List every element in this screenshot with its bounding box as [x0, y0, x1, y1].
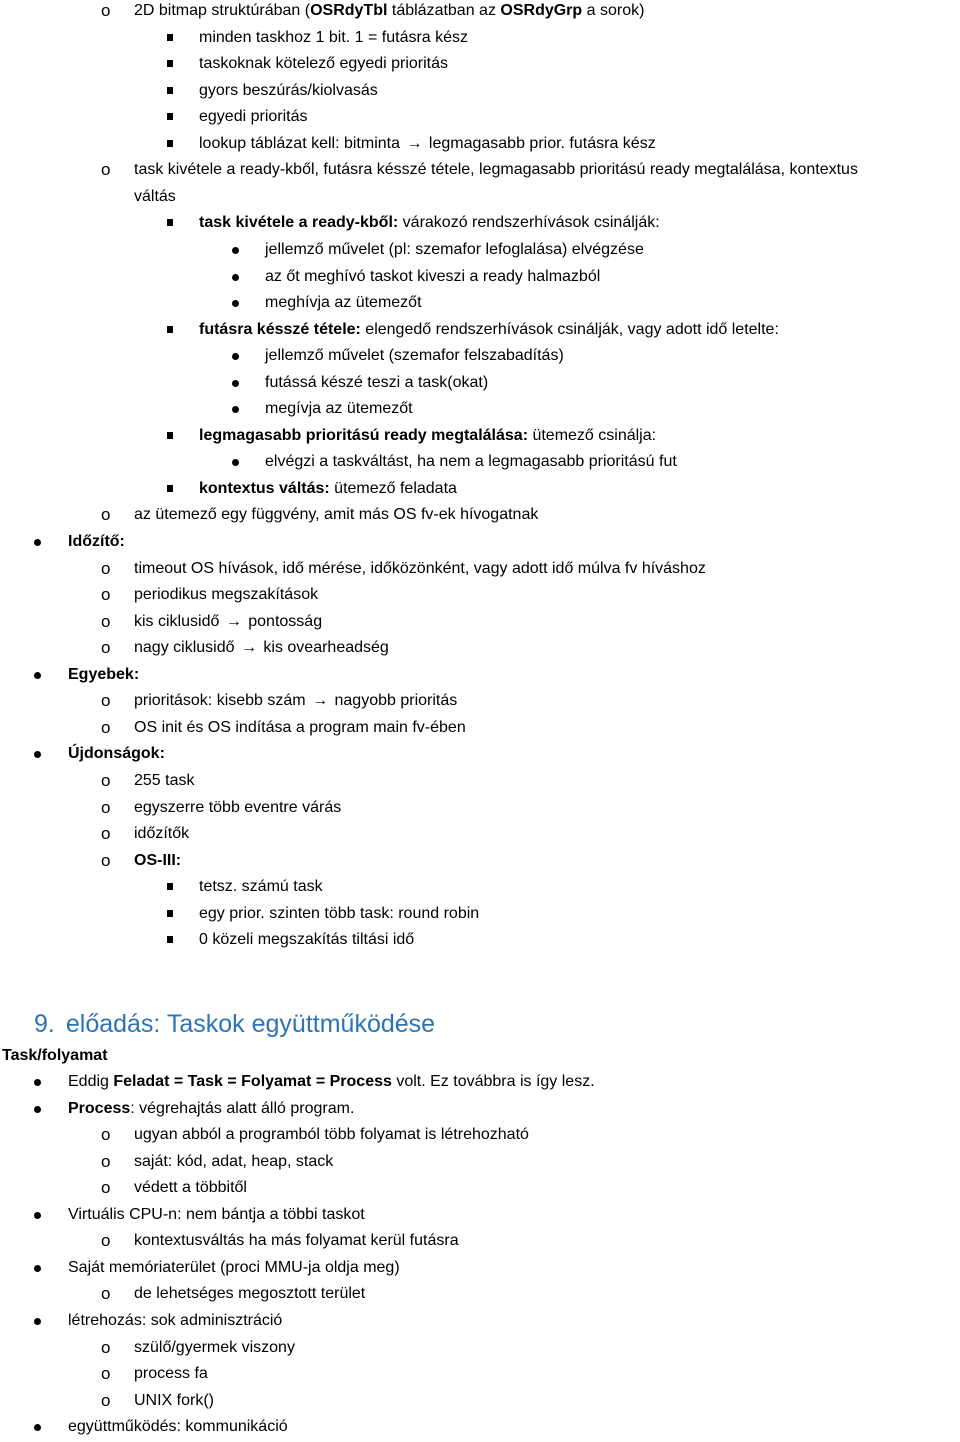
list-item — [0, 1149, 960, 1175]
text-run: meghívja az ütemezőt — [265, 294, 422, 312]
text-run: OSRdyTbl — [310, 2, 388, 19]
list-item — [0, 1122, 960, 1148]
square-bullet-icon — [167, 936, 173, 943]
list-item — [0, 1175, 960, 1201]
circle-outline-bullet-icon: o — [101, 717, 111, 737]
text-run: egyszerre több eventre várás — [134, 798, 342, 816]
bullet-dot-icon — [34, 1265, 41, 1272]
list-item — [0, 529, 960, 555]
list-item-text — [134, 795, 341, 821]
text-run: task kivétele a ready-kből, futásra késszé tétele, legmagasabb prioritású ready megtalálása, kontextus — [134, 161, 858, 179]
circle-outline-bullet-icon: o — [101, 585, 111, 605]
subheading: Task/folyamat — [2, 1047, 108, 1064]
text-run: kis ovearheadség — [258, 639, 389, 657]
list-item-text — [134, 157, 858, 183]
circle-outline-bullet-icon: o — [101, 638, 111, 658]
list-item-text — [134, 0, 644, 24]
list-item-text — [199, 423, 656, 449]
text-run: jellemző művelet (pl: szemafor lefoglalása) elvégzése — [265, 240, 644, 258]
text-run: kis ciklusidő — [134, 612, 224, 630]
list-item-text — [199, 25, 468, 51]
list-item — [0, 874, 960, 900]
text-run: ütemező feladata — [329, 479, 457, 497]
list-item — [0, 1308, 960, 1334]
list-item — [0, 78, 960, 104]
square-bullet-icon — [167, 34, 173, 41]
list-item-text — [68, 1414, 288, 1440]
list-item — [0, 51, 960, 77]
text-run: prioritások: kisebb szám — [134, 692, 311, 710]
text-run: nagy ciklusidő — [134, 639, 239, 657]
list-item — [0, 476, 960, 502]
list-item-text — [134, 635, 389, 661]
text-run: Saját memóriaterület (proci MMU-ja oldja meg) — [68, 1258, 400, 1276]
circle-outline-bullet-icon: o — [101, 505, 111, 525]
text-run: védett a többitől — [134, 1179, 247, 1197]
list-item — [0, 131, 960, 157]
text-run: task kivétele a ready-kből: — [199, 214, 399, 232]
text-run: Újdonságok: — [68, 745, 165, 763]
circle-outline-bullet-icon: o — [101, 1231, 111, 1251]
bullet-dot-icon — [34, 539, 41, 546]
circle-outline-bullet-icon: o — [101, 1390, 111, 1410]
list-item — [0, 264, 960, 290]
bullet-dot-icon — [232, 353, 239, 360]
square-bullet-icon — [167, 485, 173, 492]
text-run: legmagasabb prior. futásra kész — [424, 134, 656, 152]
bullet-dot-icon — [34, 1212, 41, 1219]
bullet-dot-icon — [232, 459, 239, 466]
list-item-text — [199, 131, 656, 157]
list-item — [0, 901, 960, 927]
list-item-text — [68, 529, 125, 555]
circle-outline-bullet-icon: o — [101, 691, 111, 711]
list-item — [0, 1414, 960, 1440]
square-bullet-icon — [167, 140, 173, 147]
list-item — [0, 423, 960, 449]
list-item-text — [134, 1388, 214, 1414]
circle-outline-bullet-icon: o — [101, 824, 111, 844]
list-item — [0, 556, 960, 582]
list-item — [0, 635, 960, 661]
arrow-right-icon: → — [406, 134, 423, 152]
bullet-dot-icon — [232, 406, 239, 413]
section-number: 9. — [34, 1010, 55, 1038]
square-bullet-icon — [167, 113, 173, 120]
list-item-text — [134, 582, 318, 608]
list-item-text — [134, 1281, 365, 1307]
list-item-text — [199, 927, 414, 953]
list-item — [0, 396, 960, 422]
list-item-text — [68, 1202, 365, 1228]
text-run: Eddig — [68, 1073, 114, 1090]
text-run: időzítők — [134, 825, 190, 843]
text-run: váltás — [134, 187, 176, 205]
list-item — [0, 210, 960, 236]
list-item — [0, 609, 960, 635]
text-run: nagyobb prioritás — [330, 692, 458, 710]
list-item — [0, 237, 960, 263]
list-item-text — [68, 1255, 400, 1281]
list-item-text — [134, 1122, 529, 1148]
text-run: a sorok) — [582, 2, 645, 19]
list-item — [0, 1335, 960, 1361]
list-item-text — [68, 1308, 282, 1334]
circle-outline-bullet-icon: o — [101, 1284, 111, 1304]
list-item-text — [134, 556, 706, 582]
text-run: lookup táblázat kell: bitminta — [199, 134, 405, 152]
list-item — [0, 343, 960, 369]
text-run: OS-III: — [134, 851, 182, 869]
list-item-text — [134, 1175, 247, 1201]
circle-outline-bullet-icon: o — [101, 1125, 111, 1145]
list-item — [0, 741, 960, 767]
circle-outline-bullet-icon: o — [101, 770, 111, 790]
list-item-text — [265, 370, 488, 396]
bullet-dot-icon — [34, 751, 41, 758]
text-run: taskoknak kötelező egyedi prioritás — [199, 55, 449, 73]
text-run: várakozó rendszerhívások csinálják: — [398, 214, 660, 232]
list-item — [0, 317, 960, 343]
text-run: volt. Ez továbbra is így lesz. — [391, 1073, 595, 1090]
list-item-text — [68, 662, 139, 688]
text-run: létrehozás: sok adminisztráció — [68, 1311, 283, 1329]
bullet-dot-icon — [34, 1318, 41, 1325]
text-run: egyedi prioritás — [199, 108, 308, 126]
arrow-right-icon: → — [240, 639, 257, 657]
list-item-text — [199, 901, 479, 927]
text-run: Egyebek: — [68, 665, 140, 683]
square-bullet-icon — [167, 883, 173, 890]
arrow-right-icon: → — [225, 612, 242, 630]
list-item-text — [265, 264, 600, 290]
list-item — [0, 1069, 960, 1095]
arrow-right-icon: → — [312, 692, 329, 710]
circle-outline-bullet-icon: o — [101, 1337, 111, 1357]
text-run: ütemező csinálja: — [528, 426, 657, 444]
list-item — [0, 848, 960, 874]
section-title: előadás: Taskok együttműködése — [65, 1010, 436, 1038]
list-item-text — [68, 741, 165, 767]
bullet-dot-icon — [232, 247, 239, 254]
text-run: megívja az ütemezőt — [265, 400, 413, 418]
section-heading — [34, 1006, 435, 1042]
text-run: jellemző művelet (szemafor felszabadítás) — [265, 347, 564, 365]
circle-outline-bullet-icon: o — [101, 160, 111, 180]
list-item-text — [68, 1096, 354, 1122]
circle-outline-bullet-icon: o — [101, 1178, 111, 1198]
list-item — [0, 290, 960, 316]
list-item-text — [134, 1361, 208, 1387]
list-item — [0, 715, 960, 741]
square-bullet-icon — [167, 219, 173, 226]
text-run: ugyan abból a programból több folyamat is létrehozható — [134, 1126, 529, 1144]
text-run: az ütemező egy függvény, amit más OS fv-ek hívogatnak — [134, 506, 539, 524]
circle-outline-bullet-icon: o — [101, 1151, 111, 1171]
list-item — [0, 25, 960, 51]
list-item — [0, 927, 960, 953]
text-run: kontextus váltás: — [199, 479, 330, 497]
circle-outline-bullet-icon: o — [101, 558, 111, 578]
bullet-dot-icon — [232, 274, 239, 281]
bullet-dot-icon — [34, 1424, 41, 1431]
text-run: az őt meghívó taskot kiveszi a ready halmazból — [265, 267, 601, 285]
list-item — [0, 1228, 960, 1254]
text-run: 2D bitmap struktúrában ( — [134, 2, 311, 19]
text-run: 255 task — [134, 771, 195, 789]
text-run: Időzítő: — [68, 533, 125, 550]
bullet-dot-icon — [232, 380, 239, 387]
circle-outline-bullet-icon: o — [101, 850, 111, 870]
text-run: saját: kód, adat, heap, stack — [134, 1152, 334, 1170]
list-item — [0, 582, 960, 608]
list-item — [0, 502, 960, 528]
list-item-text — [134, 821, 189, 847]
circle-outline-bullet-icon: o — [101, 797, 111, 817]
bullet-dot-icon — [34, 1106, 41, 1113]
list-item — [0, 688, 960, 714]
square-bullet-icon — [167, 60, 173, 67]
list-item — [0, 184, 960, 210]
list-item — [0, 821, 960, 847]
square-bullet-icon — [167, 326, 173, 333]
text-run: timeout OS hívások, idő mérése, időközönként, vagy adott idő múlva fv híváshoz — [134, 559, 706, 577]
list-item-text — [265, 237, 644, 263]
text-run: OS init és OS indítása a program main fv-ében — [134, 718, 466, 736]
text-run: legmagasabb prioritású ready megtalálása: — [199, 426, 529, 444]
list-item-text — [199, 317, 779, 343]
list-item-text — [199, 51, 448, 77]
circle-outline-bullet-icon: o — [101, 1364, 111, 1384]
list-item-text — [134, 688, 457, 714]
bullet-dot-icon — [34, 672, 41, 679]
text-run: de lehetséges megosztott terület — [134, 1285, 366, 1303]
list-item — [0, 1096, 960, 1122]
list-item-text — [199, 104, 308, 130]
text-run: UNIX fork() — [134, 1391, 214, 1409]
square-bullet-icon — [167, 87, 173, 94]
list-item — [0, 1255, 960, 1281]
list-item-text — [199, 874, 323, 900]
list-item-text — [134, 848, 181, 874]
list-item-text — [134, 502, 538, 528]
list-item — [0, 157, 960, 183]
text-run: Feladat = Task = Folyamat = Process — [113, 1073, 392, 1090]
list-item-text — [134, 715, 466, 741]
circle-outline-bullet-icon: o — [101, 1, 111, 20]
bullet-dot-icon — [34, 1079, 41, 1086]
list-item-text — [68, 1069, 595, 1095]
list-item — [0, 1388, 960, 1414]
list-item-text — [265, 449, 677, 475]
list-item-text — [199, 78, 378, 104]
list-item — [0, 104, 960, 130]
text-run: szülő/gyermek viszony — [134, 1338, 295, 1356]
text-run: elengedő rendszerhívások csinálják, vagy adott idő letelte: — [360, 320, 779, 338]
list-item-text — [134, 1335, 295, 1361]
list-item — [0, 1281, 960, 1307]
list-item-text — [199, 210, 660, 236]
text-run: Virtuális CPU-n: nem bántja a többi taskot — [68, 1205, 365, 1223]
text-run: periodikus megszakítások — [134, 586, 319, 604]
text-run: gyors beszúrás/kiolvasás — [199, 81, 378, 99]
text-run: tetsz. számú task — [199, 878, 323, 896]
list-item — [0, 662, 960, 688]
text-run: process fa — [134, 1365, 208, 1383]
list-item — [0, 768, 960, 794]
list-item-text — [134, 609, 322, 635]
text-run: OSRdyGrp — [500, 2, 583, 19]
text-run: 0 közeli megszakítás tiltási idő — [199, 931, 415, 949]
text-run: kontextusváltás ha más folyamat kerül futásra — [134, 1232, 459, 1250]
text-run: táblázatban az — [387, 2, 501, 19]
list-item-text — [134, 184, 176, 210]
list-item-text — [265, 396, 413, 422]
list-item — [0, 449, 960, 475]
list-item — [0, 1361, 960, 1387]
list-item-text — [265, 290, 422, 316]
text-run: Process — [68, 1099, 131, 1117]
list-item-text — [134, 1149, 333, 1175]
text-run: elvégzi a taskváltást, ha nem a legmagasabb prioritású fut — [265, 453, 677, 471]
square-bullet-icon — [167, 432, 173, 439]
square-bullet-icon — [167, 910, 173, 917]
text-run: együttműködés: kommunikáció — [68, 1418, 288, 1436]
text-run: egy prior. szinten több task: round robin — [199, 904, 480, 922]
text-run: minden taskhoz 1 bit. 1 = futásra kész — [199, 28, 469, 46]
list-item — [0, 1202, 960, 1228]
list-item — [0, 370, 960, 396]
text-run: futássá készé teszi a task(okat) — [265, 373, 489, 391]
list-item — [0, 0, 960, 24]
text-run: futásra késszé tétele: — [199, 320, 361, 338]
bullet-dot-icon — [232, 300, 239, 307]
list-item-text — [134, 1228, 459, 1254]
list-item-text — [134, 768, 194, 794]
list-item-text — [265, 343, 564, 369]
list-item — [0, 795, 960, 821]
text-run: pontosság — [243, 612, 323, 630]
circle-outline-bullet-icon: o — [101, 611, 111, 631]
list-item-text — [199, 476, 457, 502]
text-run: : végrehajtás alatt álló program. — [130, 1099, 355, 1117]
